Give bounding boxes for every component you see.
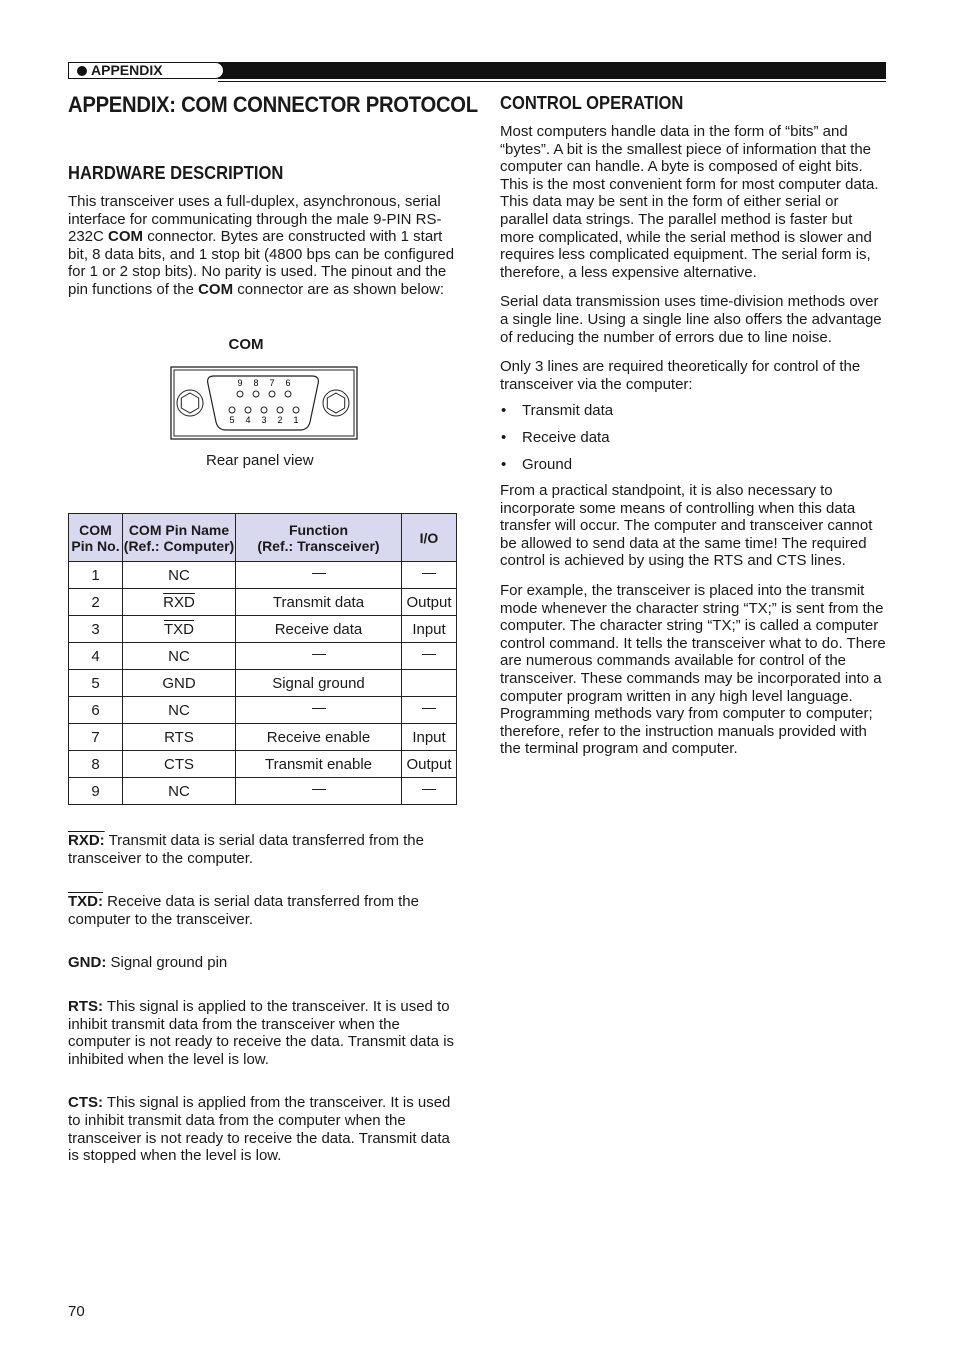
connector-caption: Rear panel view	[206, 452, 314, 469]
section-tab	[68, 62, 224, 79]
pin-number: 9	[237, 378, 243, 388]
pin-number: 8	[253, 378, 259, 388]
cell-pin: 3	[69, 616, 123, 643]
pin-hole	[253, 391, 259, 397]
header-function: Function (Ref.: Transceiver)	[236, 514, 402, 562]
dash-mark	[422, 789, 436, 790]
cell-function	[236, 643, 402, 670]
db9-connector-diagram	[170, 366, 358, 440]
table-row	[69, 589, 457, 616]
cell-function: Receive data	[236, 616, 402, 643]
header-pin-name: COM Pin Name (Ref.: Computer)	[123, 514, 236, 562]
hardware-paragraph	[68, 193, 456, 299]
hardware-text-1: This transceiver uses a full-duplex, asynchronous, serial interface for communicating through the male 9-PIN RS-232C	[68, 193, 442, 246]
pin-number: 7	[269, 378, 275, 388]
cell-io: Output	[402, 751, 457, 778]
cell-name: CTS	[123, 751, 236, 778]
dash-mark	[422, 708, 436, 709]
section-tab-label: APPENDIX	[91, 62, 163, 78]
pin-hole	[277, 407, 283, 413]
table-row	[69, 724, 457, 751]
dash-mark	[312, 708, 326, 709]
table-row	[69, 643, 457, 670]
pin-hole	[269, 391, 275, 397]
cell-io	[402, 778, 457, 805]
pin-number: 4	[245, 415, 251, 425]
table-row	[69, 778, 457, 805]
header-pin-no: COM Pin No.	[69, 514, 123, 562]
cell-pin: 4	[69, 643, 123, 670]
header-io: I/O	[402, 514, 457, 562]
cell-pin: 1	[69, 562, 123, 589]
cell-name: RTS	[123, 724, 236, 751]
right-column	[500, 88, 888, 758]
pin-hole	[245, 407, 251, 413]
cell-pin: 5	[69, 670, 123, 697]
cell-function: Signal ground	[236, 670, 402, 697]
hardware-text-2: connector. Bytes are constructed with 1 start bit, 8 data bits, and 1 stop bit (4800 bps can be configured for 1 or 2 stop bits). No parity is used. The pinout and the pin functions of the	[68, 228, 455, 298]
section-header-bar	[68, 62, 886, 80]
control-heading: CONTROL OPERATION	[500, 93, 684, 113]
page-title: APPENDIX: COM CONNECTOR PROTOCOL	[68, 92, 478, 117]
control-paragraph-2: Serial data transmission uses time-division methods over a single line. Using a single line also offers the advantage of reducing the number of errors due to line noise.	[500, 293, 882, 346]
page-number: 70	[68, 1303, 85, 1320]
cell-name: $\overline{TXD}$	[123, 616, 236, 643]
control-paragraph-1: Most computers handle data in the form of “bits” and “bytes”. A bit is the smallest piece of information that the computer can handle. A byte is composed of eight bits. This is the most convenient form for most computer data. This data may be sent in the form of either serial or parallel data strings. The parallel method is faster but more complicated, while the serial method is slower and requires less complicated equipment. The serial form is, therefore, a less expensive alternative.	[500, 123, 879, 281]
cell-name: $\overline{RXD}$	[123, 589, 236, 616]
cell-io: Input	[402, 616, 457, 643]
pin-number: 5	[229, 415, 235, 425]
cell-io	[402, 697, 457, 724]
pin-hole	[261, 407, 267, 413]
table-row	[69, 697, 457, 724]
pin-hole	[293, 407, 299, 413]
cell-io: Input	[402, 724, 457, 751]
definition-cts: CTS: This signal is applied from the transceiver. It is used to inhibit transmit data from the computer when the transceiver is not ready to receive the data. Transmit data is stopped when the level is low.	[68, 1094, 451, 1165]
list-item: • Ground	[500, 456, 888, 474]
dash-mark	[312, 573, 326, 574]
hardware-com-1: COM	[108, 228, 144, 246]
dash-mark	[422, 654, 436, 655]
cell-name: NC	[123, 778, 236, 805]
pin-number: 3	[261, 415, 267, 425]
cell-function	[236, 778, 402, 805]
hardware-text-3: connector are as shown below:	[233, 280, 445, 298]
cell-pin: 2	[69, 589, 123, 616]
list-item: • Receive data	[500, 429, 888, 447]
header-rule-thin	[218, 81, 886, 82]
control-paragraph-3: Only 3 lines are required theoretically for control of the transceiver via the computer:	[500, 358, 861, 393]
dash-mark	[312, 654, 326, 655]
hardware-heading: HARDWARE DESCRIPTION	[68, 163, 284, 183]
definition-rts: RTS: This signal is applied to the transceiver. It is used to inhibit transmit data from the transceiver when the computer is not ready to receive the data. Transmit data is inhibited when the level is low.	[68, 997, 455, 1068]
cell-name: NC	[123, 562, 236, 589]
cell-pin: 7	[69, 724, 123, 751]
cell-pin: 8	[69, 751, 123, 778]
list-item: • Transmit data	[500, 402, 888, 420]
cell-function: Transmit data	[236, 589, 402, 616]
cell-name: NC	[123, 697, 236, 724]
cell-function: Receive enable	[236, 724, 402, 751]
dash-mark	[312, 789, 326, 790]
table-row	[69, 562, 457, 589]
definition-gnd: GND: Signal ground pin	[68, 954, 228, 972]
control-paragraph-5: For example, the transceiver is placed into the transmit mode whenever the character string “TX;” is sent from the computer. The character string “TX;” is called a computer control command. It tells the transceiver what to do. There are numerous commands available for control of the transceiver. These commands may be incorporated into a computer program written in any high level language. Programming methods vary from computer to computer; therefore, refer to the instruction manuals provided with the terminal program and computer.	[500, 582, 886, 758]
dash-mark	[422, 573, 436, 574]
cell-io	[402, 643, 457, 670]
cell-io: Output	[402, 589, 457, 616]
control-paragraph-4: From a practical standpoint, it is also necessary to incorporate some means of controlling when this data transfer will occur. The computer and transceiver cannot be allowed to send data at the same time! The required control is achieved by using the RTS and CTS lines.	[500, 482, 873, 570]
control-lines-list	[500, 402, 888, 473]
definition-txd: TXD: Receive data is serial data transferred from the computer to the transceiver.	[68, 893, 419, 928]
cell-name: GND	[123, 670, 236, 697]
hardware-com-2: COM	[198, 280, 234, 298]
cell-function	[236, 697, 402, 724]
pin-hole	[237, 391, 243, 397]
cell-name: NC	[123, 643, 236, 670]
definition-rxd: RXD: Transmit data is serial data transferred from the transceiver to the computer.	[68, 832, 424, 867]
cell-io	[402, 562, 457, 589]
cell-io	[402, 670, 457, 697]
pin-number: 2	[277, 415, 283, 425]
table-row	[69, 751, 457, 778]
pin-table	[68, 513, 457, 805]
bullet-dot-icon	[77, 66, 87, 76]
cell-function	[236, 562, 402, 589]
left-column: APPENDIX: COM CONNECTOR PROTOCOL HARDWARE DESCRIPTION This transceiver uses a full-duplex, asynchronous, serial interface for communicating through the male 9-PIN RS-232C COM connector. Bytes are constructed with 1 start bit, 8 data bits, and 1 stop bit (4800 bps can be configured for 1 or 2 stop bits). No parity is used. The pinout and the pin functions of the COM connector are as shown below: COM 9 8 7 6 5 4 3 2 1 Rear panel view COM Pin No. COM Pin Name (Ref.: Computer) Function (Ref.: Transceiver) I/O 1 NC 2 $\overline{RXD}$ Transmit data Output 3 $\overline{TXD}$ Receive data Input 4 NC 5 GND Signal ground 6 NC 7 RTS Receive enable Input 8 CTS Transmit enable Output 9 NC RXD: Transmit data is serial data transferred from the transceiver to the computer. TXD: Receive data is serial data transferred from the computer to the transceiver. GND: Signal ground pin RTS: This signal is applied to the transceiver. It is used to inhibit transmit data from the transceiver when the computer is not ready to receive the data. Transmit data is inhibited when the level is low. CTS: This signal is applied from the transceiver. It is used to inhibit transmit data from the computer when the transceiver is not ready to receive the data. Transmit data is stopped when the level is low.	[68, 88, 456, 299]
table-row	[69, 670, 457, 697]
cell-pin: 9	[69, 778, 123, 805]
pin-table-header	[69, 514, 457, 562]
signal-definitions	[68, 832, 456, 1191]
pin-number: 1	[293, 415, 299, 425]
cell-function: Transmit enable	[236, 751, 402, 778]
pin-hole	[229, 407, 235, 413]
pin-hole	[285, 391, 291, 397]
header-rule	[218, 62, 886, 79]
pin-number: 6	[285, 378, 291, 388]
table-row	[69, 616, 457, 643]
cell-pin: 6	[69, 697, 123, 724]
